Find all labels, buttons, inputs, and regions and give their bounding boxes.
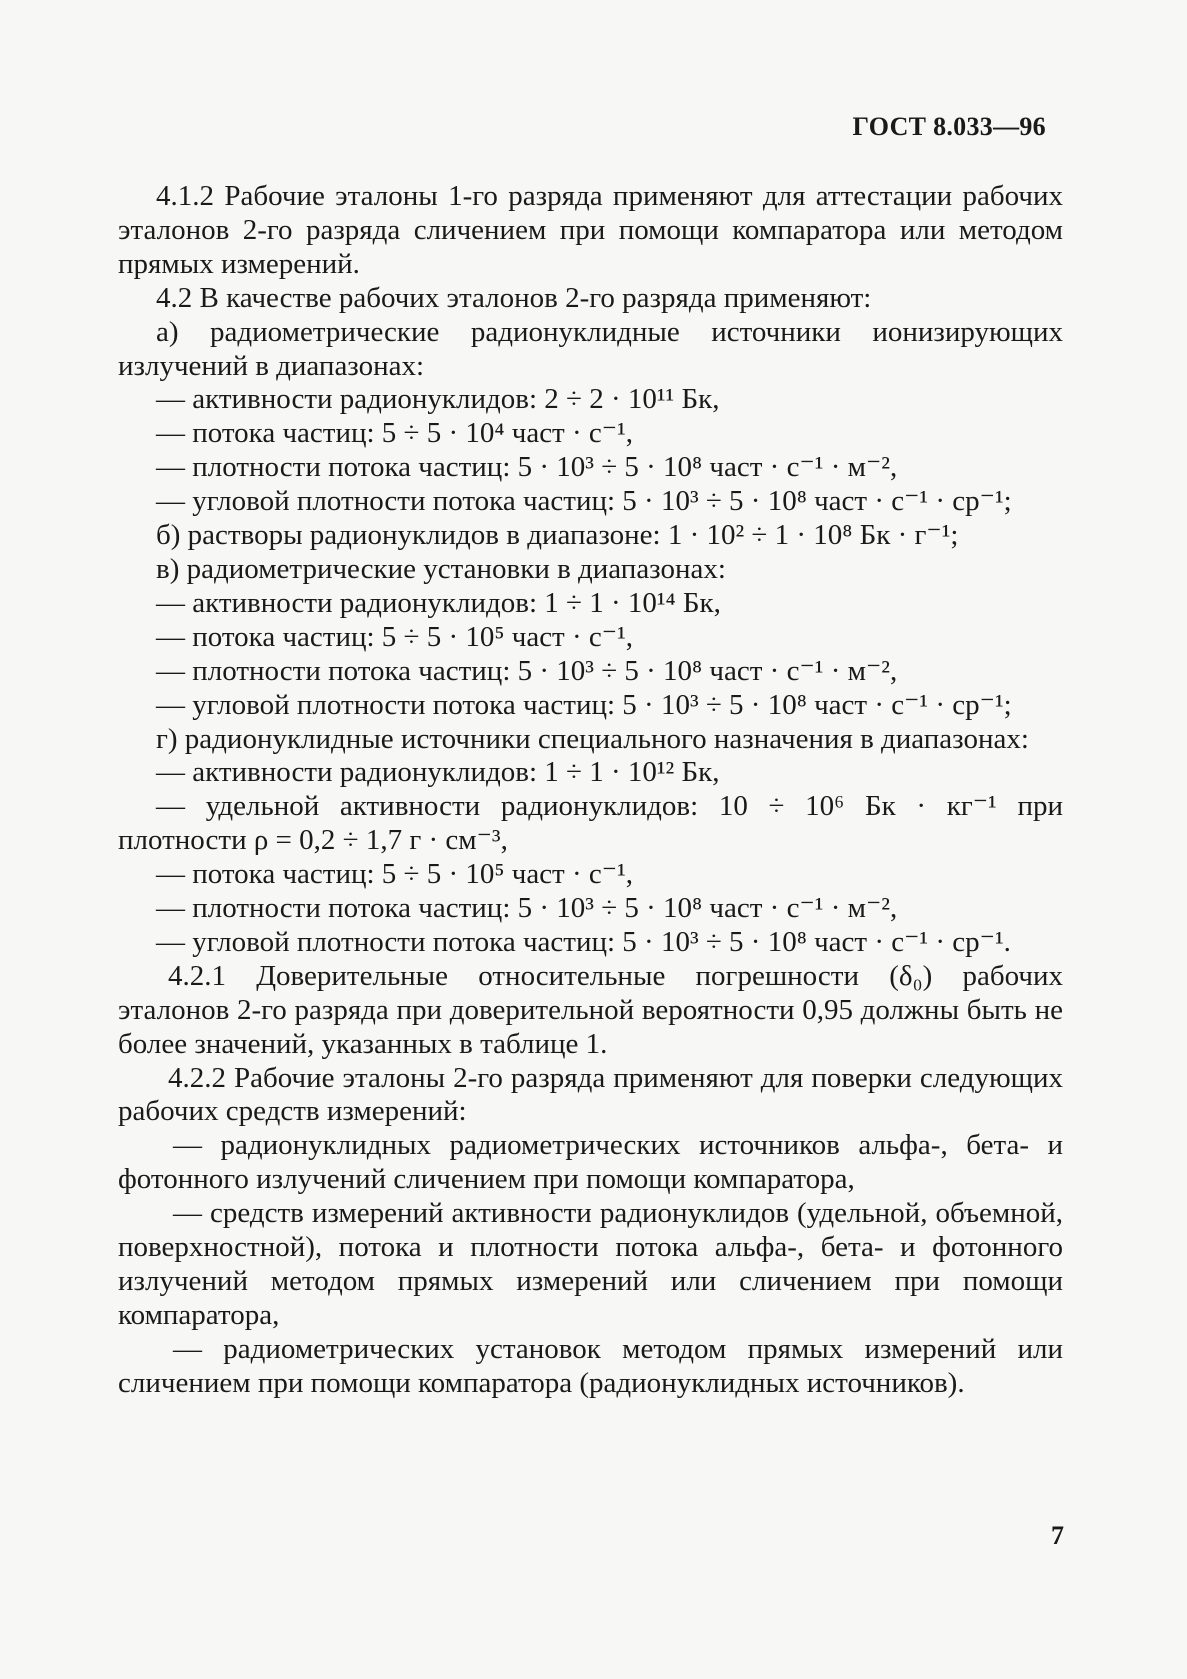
dash-item: — активности радионуклидов: 1 ÷ 1 · 10¹⁴ Бк, xyxy=(156,586,721,619)
item-a: а) радиометрические радионуклидные источники ионизирующих излучений в диапазонах: xyxy=(118,315,1063,382)
dash-item: — плотности потока частиц: 5 · 10³ ÷ 5 · 10⁸ част · с⁻¹ · м⁻², xyxy=(156,451,898,484)
dash-item: — активности радионуклидов: 1 ÷ 1 · 10¹² Бк, xyxy=(156,756,720,789)
dash-item: — угловой плотности потока частиц: 5 · 10³ ÷ 5 · 10⁸ част · с⁻¹ · ср⁻¹; xyxy=(156,485,1012,518)
page-number: 7 xyxy=(1051,1521,1064,1550)
paragraph-4-2: 4.2 В качестве рабочих эталонов 2-го разряда применяют: xyxy=(156,281,872,314)
document-header: ГОСТ 8.033—96 xyxy=(852,112,1046,141)
dash-item: — средств измерений активности радионуклидов (удельной, объемной, поверхностной), потока и плотности потока альфа-, бета- и фотонного излучений методом прямых измерений или сличением при помощи компаратора, xyxy=(118,1197,1063,1331)
paragraph-4-2-2: 4.2.2 Рабочие эталоны 2-го разряда применяют для поверки следующих рабочих средств измерений: xyxy=(118,1061,1063,1128)
item-b: б) растворы радионуклидов в диапазоне: 1 · 10² ÷ 1 · 10⁸ Бк · г⁻¹; xyxy=(156,519,959,552)
dash-item: — удельной активности радионуклидов: 10 ÷ 10⁶ Бк · кг⁻¹ при плотности ρ = 0,2 ÷ 1,7 г · см⁻³, xyxy=(118,790,1063,857)
item-g: г) радионуклидные источники специального назначения в диапазонах: xyxy=(156,722,1029,755)
dash-item: — потока частиц: 5 ÷ 5 · 10⁵ част · с⁻¹, xyxy=(156,858,634,891)
item-v: в) радиометрические установки в диапазонах: xyxy=(156,552,726,585)
dash-item: — плотности потока частиц: 5 · 10³ ÷ 5 · 10⁸ част · с⁻¹ · м⁻², xyxy=(156,654,898,687)
dash-item: — активности радионуклидов: 2 ÷ 2 · 10¹¹ Бк, xyxy=(156,383,720,416)
paragraph-4-1-2: 4.1.2 Рабочие эталоны 1-го разряда применяют для аттестации рабочих эталонов 2-го разряда сличением при помощи компаратора или методом прямых измерений. xyxy=(118,180,1063,280)
dash-item: — плотности потока частиц: 5 · 10³ ÷ 5 · 10⁸ част · с⁻¹ · м⁻², xyxy=(156,892,898,925)
dash-item: — угловой плотности потока частиц: 5 · 10³ ÷ 5 · 10⁸ част · с⁻¹ · ср⁻¹; xyxy=(156,688,1012,721)
dash-item: — потока частиц: 5 ÷ 5 · 10⁴ част · с⁻¹, xyxy=(156,417,634,450)
dash-item: — радионуклидных радиометрических источников альфа-, бета- и фотонного излучений сличением при помощи компаратора, xyxy=(118,1129,1063,1196)
dash-item: — потока частиц: 5 ÷ 5 · 10⁵ част · с⁻¹, xyxy=(156,620,634,653)
dash-item: — угловой плотности потока частиц: 5 · 10³ ÷ 5 · 10⁸ част · с⁻¹ · ср⁻¹. xyxy=(156,925,1011,958)
paragraph-4-2-1: 4.2.1 Доверительные относительные погрешности (δ₀) рабочих эталонов 2-го разряда при доверительной вероятности 0,95 должны быть не более значений, указанных в таблице 1. xyxy=(118,959,1063,1060)
body-text xyxy=(118,180,1063,1401)
dash-item: — радиометрических установок методом прямых измерений или сличением при помощи компаратора (радионуклидных источников). xyxy=(118,1332,1063,1399)
